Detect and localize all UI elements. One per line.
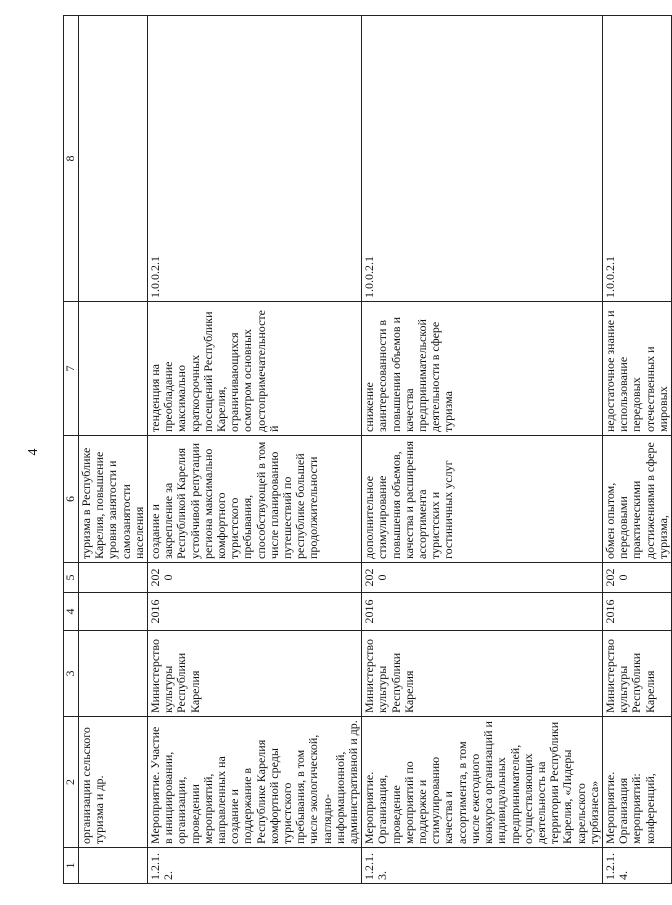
header-cell-7: 7 [64, 302, 79, 436]
cell-event: Мероприятие. Организация, проведение мероприятий по поддержке и стимулированию качества и ассортимента, в том числе ежегодного конкурса организаций и индивидуальных предпринимателей, осуществляющих деятельность на территории Республики Карелия, «Лидеры карельского турбизнеса» [362, 717, 603, 848]
cell-end-year: 2020 [362, 563, 603, 593]
header-cell-6: 6 [64, 436, 79, 563]
cell-executor [79, 631, 148, 717]
cell-link: 1.0.0.2.1 [148, 16, 362, 302]
header-cell-5: 5 [64, 563, 79, 593]
cell-end-year: 2020 [148, 563, 362, 593]
cell-result: дополнительное стимулирование повышения объемов, качества и расширения ассортимента туристских и гостиничных услуг [362, 436, 603, 563]
cell-result: создание и закрепление за Республикой Карелия устойчивой репутации региона максимально комфортного туристского пребывания, способствующей в том числе планированию путешествий по республике большей продолжительности [148, 436, 362, 563]
cell-event: Мероприятие. Участие в инициировании, организации, проведении мероприятий, направленных на создание и поддержание в Республике Карелия комфортной среды туристского пребывания, в том числе экологической, наглядно-информационной, административной и др. [148, 717, 362, 848]
header-cell-1: 1 [64, 848, 79, 884]
cell-result: туризма в Республике Карелия, повышение уровня занятости и самозанятости населения [79, 436, 148, 563]
cell-consequence: снижение заинтересованности в повышении объемов и качества предпринимательской деятельности в сфере туризма [362, 302, 603, 436]
cell-start-year: 2016 [148, 593, 362, 631]
header-cell-3: 3 [64, 631, 79, 717]
header-row [64, 16, 79, 884]
cell-link: 1.0.0.2.1 [602, 16, 671, 302]
header-cell-8: 8 [64, 16, 79, 302]
cell-number: 1.2.1.4. [602, 848, 671, 884]
cell-number [79, 848, 148, 884]
header-cell-4: 4 [64, 593, 79, 631]
cell-executor: Министерство культуры Республики Карелия [362, 631, 603, 717]
header-cell-2: 2 [64, 717, 79, 848]
cell-result: обмен опытом, передовыми практическими достижениями в сфере туризма, [602, 436, 671, 563]
program-table [63, 15, 672, 884]
cell-event: Мероприятие. Организация мероприятий: конференций, [602, 717, 671, 848]
cell-consequence [79, 302, 148, 436]
table-row [602, 16, 671, 884]
cell-consequence: тенденция на преобладание максимально краткосрочных посещений Республики Карелия, ограничивающихся осмотром основных достопримечательностей [148, 302, 362, 436]
cell-end-year: 2020 [602, 563, 671, 593]
cell-number: 1.2.1.2. [148, 848, 362, 884]
cell-start-year: 2016 [602, 593, 671, 631]
cell-link [79, 16, 148, 302]
cell-event: организации сельского туризма и др. [79, 717, 148, 848]
table-row [79, 16, 148, 884]
page-number: 4 [26, 448, 41, 456]
cell-consequence: недостаточное знание и использование передовых отечественных и мировых [602, 302, 671, 436]
cell-number: 1.2.1.3. [362, 848, 603, 884]
cell-executor: Министерство культуры Республики Карелия [602, 631, 671, 717]
cell-link: 1.0.0.2.1 [362, 16, 603, 302]
table-row [148, 16, 362, 884]
cell-executor: Министерство культуры Республики Карелия [148, 631, 362, 717]
cell-start-year [79, 593, 148, 631]
cell-start-year: 2016 [362, 593, 603, 631]
table-row [362, 16, 603, 884]
cell-end-year [79, 563, 148, 593]
rotated-page [63, 16, 670, 884]
